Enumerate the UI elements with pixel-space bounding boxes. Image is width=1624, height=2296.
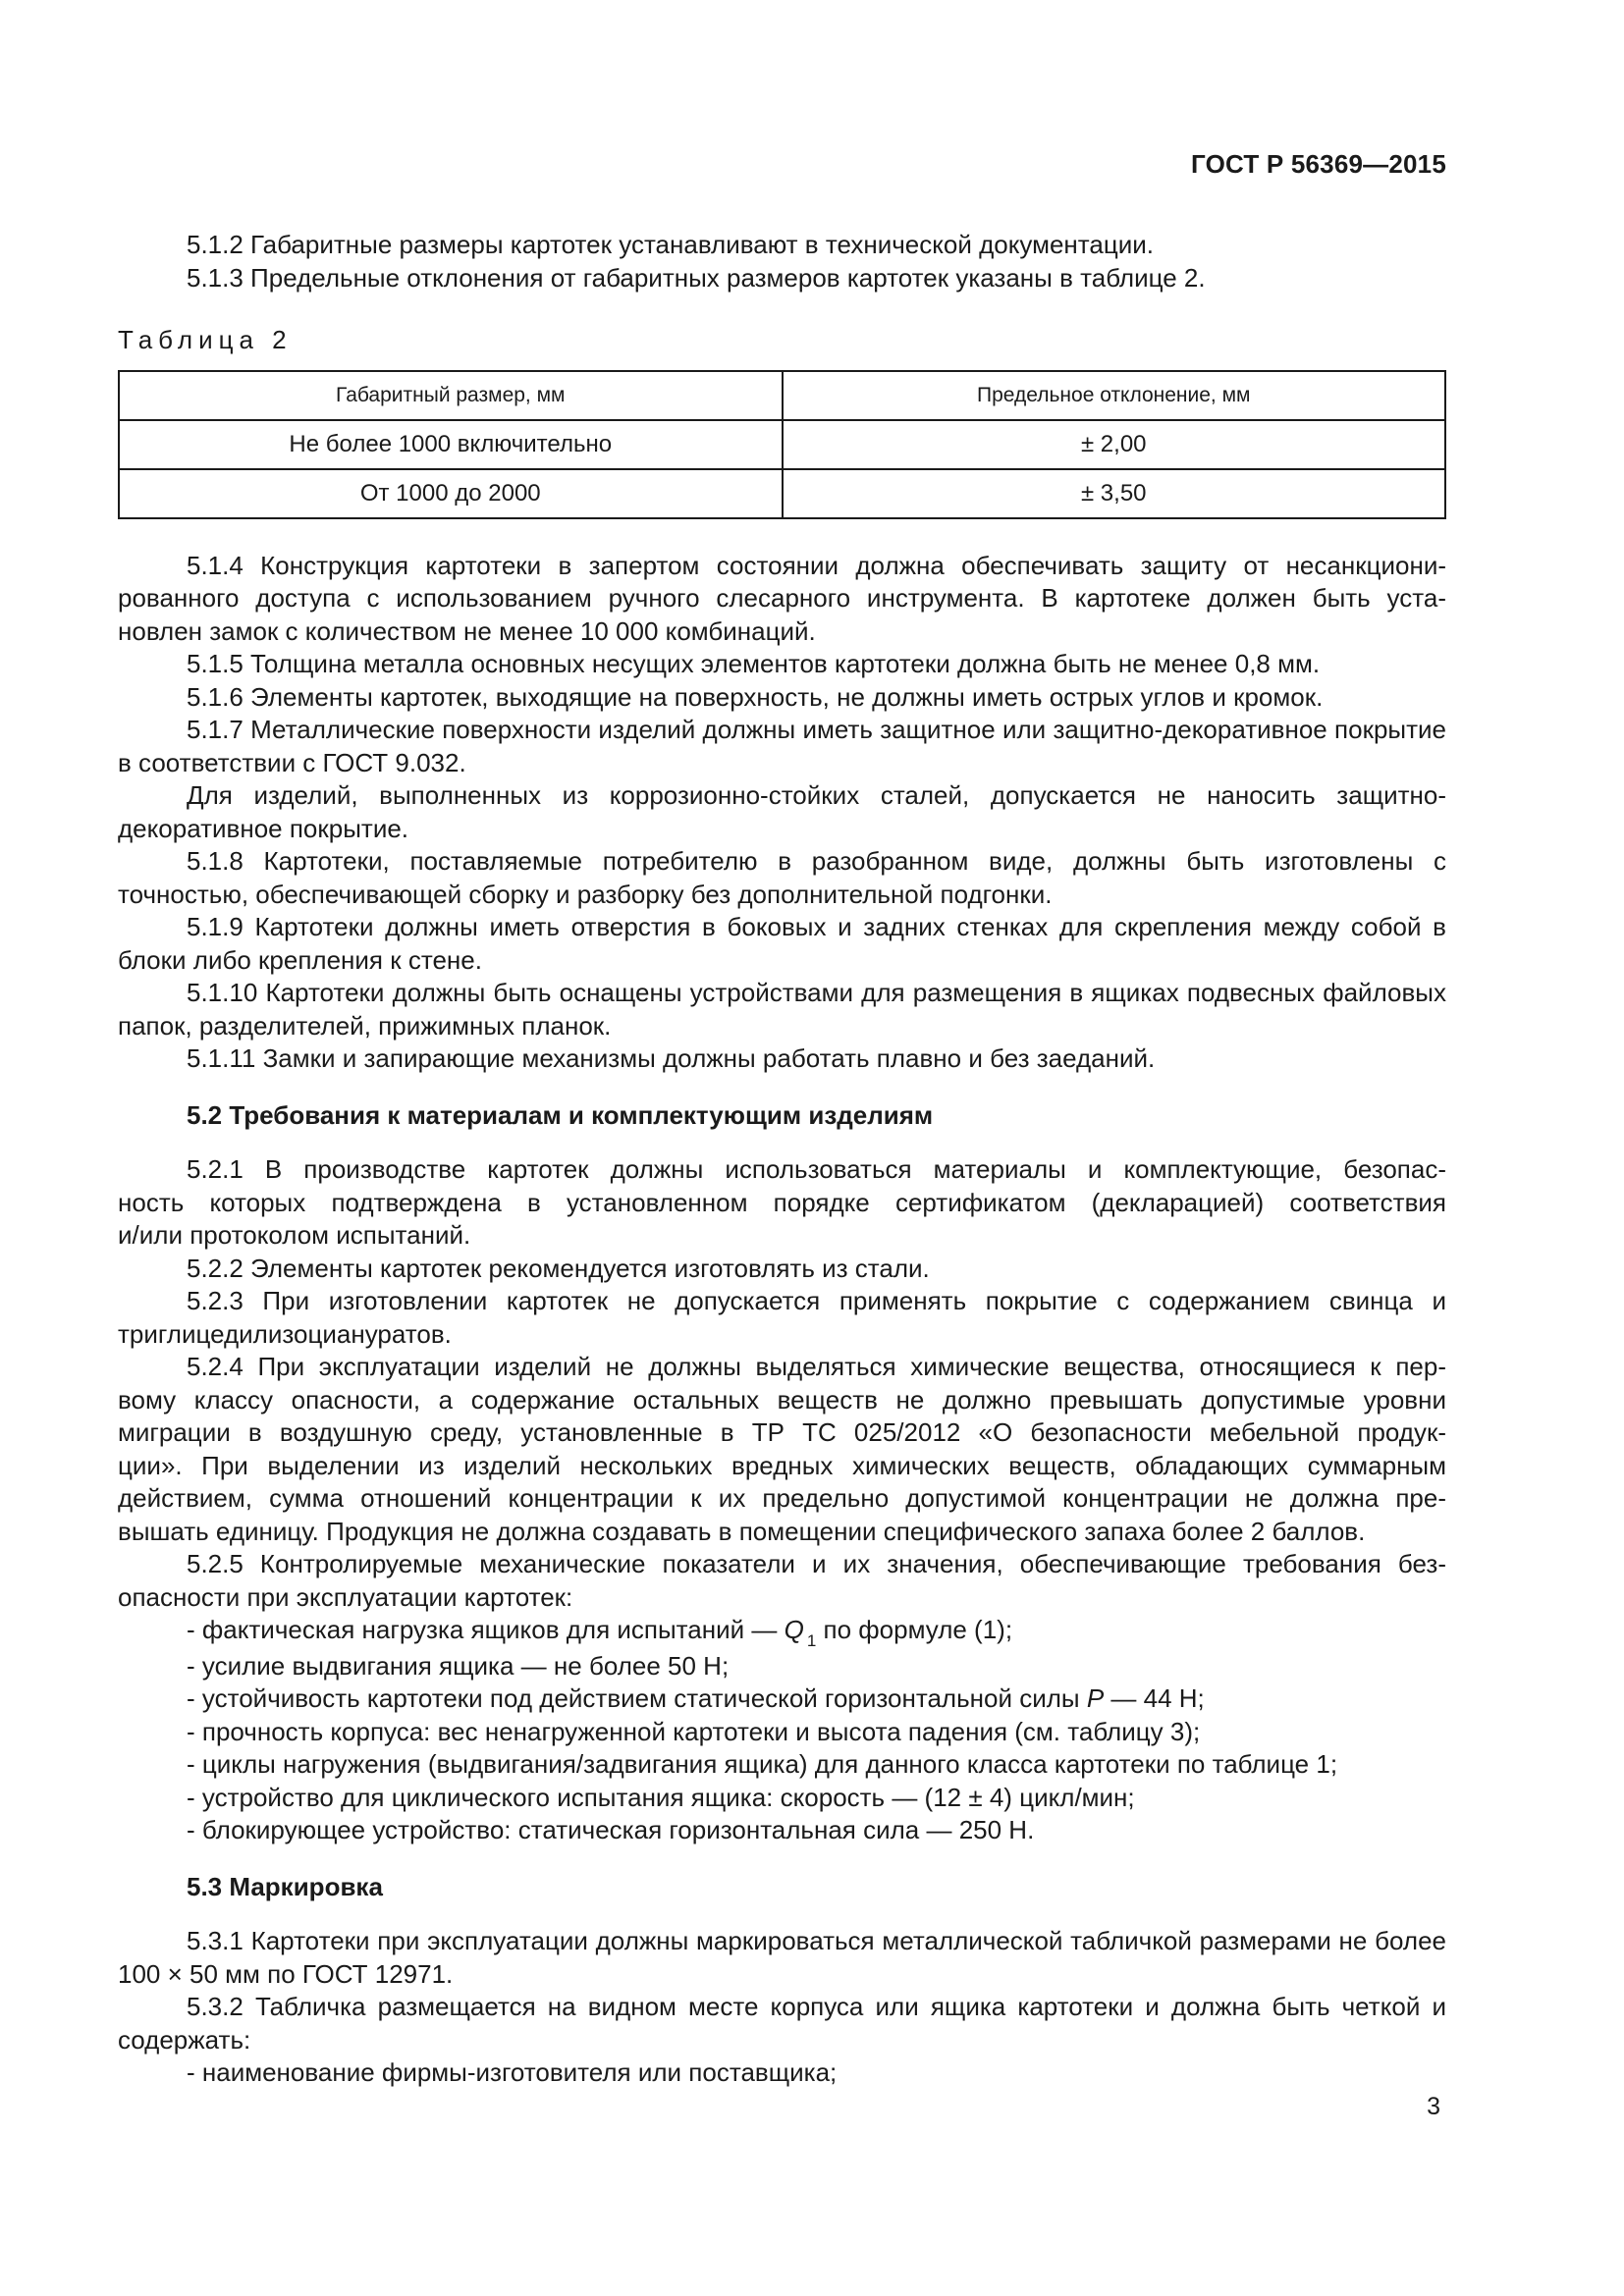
paragraph-5-2-3: 5.2.3 При изготовлении картотек не допускается применять покрытие с содержанием свинца и триглицедилизоциануратов. xyxy=(118,1286,1446,1349)
section-heading-5-2: 5.2 Требования к материалам и комплектующим изделиям xyxy=(187,1099,934,1130)
list-item: - прочность корпуса: вес ненагруженной картотеки и высота падения (см. таблицу 3); xyxy=(187,1716,1201,1746)
paragraph-5-1-4 xyxy=(118,550,1446,649)
list-item-text: — 44 Н; xyxy=(1104,1683,1205,1713)
paragraph-5-2-5 xyxy=(118,1548,1446,1614)
table-header-row xyxy=(119,371,1445,420)
list-item-text: - фактическая нагрузка ящиков для испытаний — xyxy=(187,1615,785,1644)
paragraph-line: действием, сумма отношений концентрации к их предельно допустимой концентрации не должна пре- xyxy=(118,1483,1446,1513)
paragraph-5-1-2: 5.1.2 Габаритные размеры картотек устанавливают в технической документации. xyxy=(187,230,1155,259)
formula-subscript: 1 xyxy=(806,1631,817,1650)
paragraph-line: 5.2.1 В производстве картотек должны использоваться материалы и комплектующие, безопас- xyxy=(187,1154,1446,1184)
paragraph-5-3-2: 5.3.2 Табличка размещается на видном месте корпуса или ящика картотеки и должна быть четкой и содержать: xyxy=(118,1992,1446,2055)
list-item: - блокирующее устройство: статическая горизонтальная сила — 250 Н. xyxy=(187,1815,1035,1844)
table-row xyxy=(119,420,1445,469)
paragraph-line: новлен замок с количеством не менее 10 000 комбинаций. xyxy=(118,615,816,646)
table-2 xyxy=(118,370,1446,519)
paragraph-5-1-11: 5.1.11 Замки и запирающие механизмы должны работать плавно и без заеданий. xyxy=(187,1043,1156,1073)
paragraph-line: опасности при эксплуатации картотек: xyxy=(118,1581,573,1612)
table-cell: Не более 1000 включительно xyxy=(119,420,783,469)
paragraph-5-1-7-continued: Для изделий, выполненных из коррозионно-стойких сталей, допускается не наносить защитно-декоративное покрытие. xyxy=(118,780,1446,843)
formula-variable: Q xyxy=(784,1615,804,1644)
paragraph-5-2-4 xyxy=(118,1351,1446,1548)
table-2-caption: Таблица 2 xyxy=(118,325,293,354)
table-cell: ± 3,50 xyxy=(783,469,1446,518)
paragraph-5-1-10: 5.1.10 Картотеки должны быть оснащены устройствами для размещения в ящиках подвесных файловых папок, разделителей, прижимных планок. xyxy=(118,978,1446,1041)
page-number: 3 xyxy=(1427,2093,1440,2120)
list-item-text: по формуле (1); xyxy=(816,1615,1013,1644)
paragraph-line: 5.1.4 Конструкция картотеки в запертом состоянии должна обеспечивать защиту от несанкциони- xyxy=(187,550,1446,580)
section-heading-5-3: 5.3 Маркировка xyxy=(187,1871,383,1901)
paragraph-5-2-1 xyxy=(118,1153,1446,1253)
paragraph-line: вышать единицу. Продукция не должна создавать в помещении специфического запаха более 2 баллов. xyxy=(118,1516,1366,1546)
paragraph-5-2-2: 5.2.2 Элементы картотек рекомендуется изготовлять из стали. xyxy=(187,1253,930,1283)
paragraph-line: миграции в воздушную среду, установленные в ТР ТС 025/2012 «О безопасности мебельной продук- xyxy=(118,1417,1446,1447)
paragraph-5-1-9: 5.1.9 Картотеки должны иметь отверстия в боковых и задних стенках для скрепления между собой в блоки либо крепления к стене. xyxy=(118,912,1446,975)
table-row xyxy=(119,469,1445,518)
document-body xyxy=(118,229,1446,2090)
paragraph-line: ции». При выделении из изделий нескольких вредных химических веществ, обладающих суммарным xyxy=(118,1450,1446,1480)
paragraph-line: 5.2.4 При эксплуатации изделий не должны выделяться химические вещества, относящиеся к пер- xyxy=(187,1352,1446,1381)
list-item: - циклы нагружения (выдвигания/задвигания ящика) для данного класса картотеки по таблице 1; xyxy=(187,1749,1338,1779)
table-cell: ± 2,00 xyxy=(783,420,1446,469)
paragraph-5-1-5: 5.1.5 Толщина металла основных несущих элементов картотеки должна быть не менее 0,8 мм. xyxy=(187,649,1321,678)
paragraph-5-3-1: 5.3.1 Картотеки при эксплуатации должны маркироваться металлической табличкой размерами не более 100 × 50 мм по ГОСТ 12971. xyxy=(118,1926,1446,1989)
document-code-header: ГОСТ Р 56369—2015 xyxy=(1191,149,1446,179)
paragraph-line: и/или протоколом испытаний. xyxy=(118,1220,471,1250)
paragraph-5-1-3: 5.1.3 Предельные отклонения от габаритных размеров картотек указаны в таблице 2. xyxy=(187,262,1206,293)
table-cell: От 1000 до 2000 xyxy=(119,469,783,518)
list-item xyxy=(187,1682,1446,1716)
paragraph-line: рованного доступа с использованием ручного слесарного инструмента. В картотеке должен быть уста- xyxy=(118,583,1446,613)
formula-variable: P xyxy=(1086,1683,1105,1713)
table-header-dimension: Габаритный размер, мм xyxy=(119,371,783,420)
paragraph-line: вому классу опасности, а содержание остальных веществ не должно превышать допустимые уровни xyxy=(118,1384,1446,1415)
list-item xyxy=(187,1614,1446,1650)
list-item: - усилие выдвигания ящика — не более 50 Н; xyxy=(187,1650,730,1681)
paragraph-5-1-8: 5.1.8 Картотеки, поставляемые потребителю в разобранном виде, должны быть изготовлены с точностью, обеспечивающей сборку и разборку без дополнительной подгонки. xyxy=(118,846,1446,909)
table-header-deviation: Предельное отклонение, мм xyxy=(783,371,1446,420)
list-item: - наименование фирмы-изготовителя или поставщика; xyxy=(187,2057,838,2087)
paragraph-line: 5.2.5 Контролируемые механические показатели и их значения, обеспечивающие требования без- xyxy=(187,1549,1446,1578)
list-item: - устройство для циклического испытания ящика: скорость — (12 ± 4) цикл/мин; xyxy=(187,1782,1135,1812)
paragraph-5-1-7: 5.1.7 Металлические поверхности изделий должны иметь защитное или защитно-декоративное покрытие в соответствии с ГОСТ 9.032. xyxy=(118,715,1446,777)
paragraph-5-1-6: 5.1.6 Элементы картотек, выходящие на поверхность, не должны иметь острых углов и кромок. xyxy=(187,681,1324,712)
paragraph-line: ность которых подтверждена в установленном порядке сертификатом (декларацией) соответствия xyxy=(118,1187,1446,1217)
requirements-list xyxy=(118,1614,1446,1847)
list-item-text: - устойчивость картотеки под действием статической горизонтальной силы xyxy=(187,1683,1087,1713)
